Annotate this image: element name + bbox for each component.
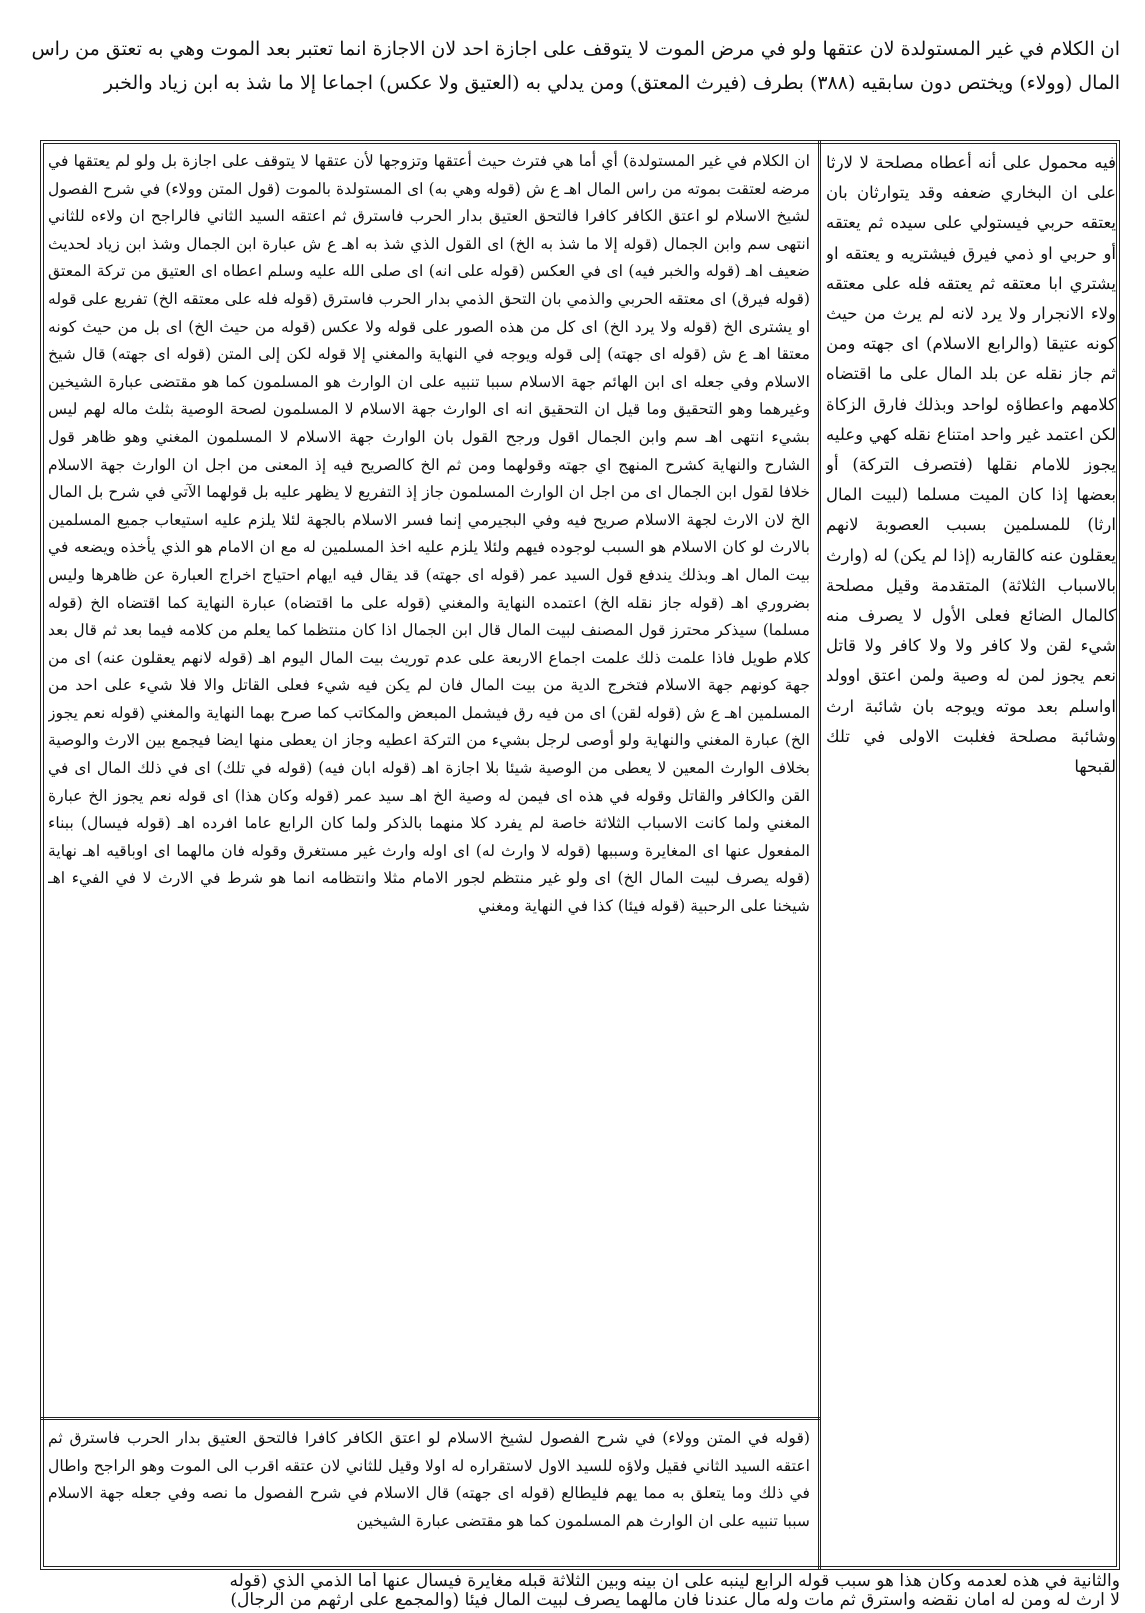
main-commentary-column [48, 148, 810, 1412]
side-matn-text: فيه محمول على أنه أعطاه مصلحة لا لارثا على ان البخاري ضعفه وقد يتوارثان بان يعتقه حربي فيستولي على سيده ثم يعتقه أو حربي او ذمي فيرق فيشتريه و يعتقه او يشتري ابا معتقه ثم يعتقه فله على معتقه ولاء الانجرار ولا يرد لانه لم يرث من حيث كونه عتيقا (والرابع الاسلام) اى جهته ومن ثم جاز نقله عن بلد المال على ما اقتضاه كلامهم واعطاؤه لواحد وبذلك فارق الزكاة لكن اعتمد غير واحد امتناع نقله كهي وعليه يجوز للامام نقلها (فتصرف التركة) أو بعضها إذا كان الميت مسلما (لبيت المال ارثا) للمسلمين بسبب العصوبة لانهم يعقلون عنه كالقاربه (إذا لم يكن) له (وارث بالاسباب الثلاثة) المتقدمة وقيل مصلحة كالمال الضائع فعلى الأول لا يصرف منه شيء لقن ولا كافر ولا ولا كافر ولا قاتل نعم يجوز لمن له وصية ولمن اعتق اوولد اواسلم بعد موته ويوجه بان شائبة ارث وشائبة مصلحة فغلبت الاولى في تلك لقبحها [826, 153, 1116, 777]
footnote-block [48, 1425, 810, 1565]
bottom-line-1: والثانية في هذه لعدمه وكان هذا هو سبب قوله الرابع لينبه على ان بينه وبين الثلاثة قبله مغايرة فيسأل عنها أما الذمي الذي (قوله [229, 1572, 1120, 1591]
main-commentary-text: ان الكلام في غير المستولدة) أي أما هي فترث حيث أعتقها وتزوجها لأن عتقها لا يتوقف على اجازة بل ولو لم يعتقها في مرضه لعتقت بموته من راس المال اهـ ع ش (قوله وهي به) اى المستولدة بالموت (قول المتن وولاء) في شرح الفصول لشيخ الاسلام لو اعتق الكافر كافرا فالتحق العتيق بدار الحرب فاسترق ثم اعتقه السيد الثاني فالراجح ان ولاءه للثاني انتهى سم وابن الجمال (قوله إلا ما شذ به الخ) اى القول الذي شذ به اهـ ع ش عبارة ابن الجمال وشذ ابن زياد لحديث ضعيف اهـ (قوله والخبر فيه) اى في العكس (قوله على انه) اى صلى الله عليه وسلم اعطاه اى العتيق من تركة المعتق (قوله فيرق) اى معتقه الحربي والذمي بان التحق الذمي بدار الحرب فاسترق (قوله فله على معتقه الخ) تفريع على قوله او يشترى الخ (قوله ولا يرد الخ) اى كل من هذه الصور على قوله ولا عكس (قوله من حيث الخ) اى بل من حيث كونه معتقا اهـ ع ش (قوله اى جهته) إلى قوله ويوجه في النهاية والمغني إلا قوله لكن إلى المتن (قوله اى جهته) قال شيخ الاسلام وفي جعله اى ابن الهائم جهة الاسلام سببا تنبيه على ان الوارث هو المسلمون كما هو مقتضى عبارة الشيخين وغيرهما وهو التحقيق وما قيل ان التحقيق انه اى الوارث جهة الاسلام لا المسلمون لصحة الوصية بثلث ماله لهم ليس بشيء انتهى اهـ سم وابن الجمال اقول ورجح القول بان الوارث جهة الاسلام لا المسلمون المغني وهو ظاهر قول الشارح والنهاية كشرح المنهج اي جهته وقولهما ومن ثم الخ كالصريح فيه إذ المعنى من اجل ان الوارث جهة الاسلام خلافا لقول ابن الجمال اى من اجل ان الوارث المسلمون جاز إذ التفريع لا يظهر عليه بل قولهما الآتي في شرح بل المال الخ لان الارث لجهة الاسلام صريح فيه وفي البجيرمي إنما فسر الاسلام بالجهة لئلا يلزم عليه استيعاب جميع المسلمين بالارث لو كان الاسلام هو السبب لوجوده فيهم ولئلا يلزم عليه اخذ المسلمين له مع ان الامام هو الذي يأخذه ويضعه في بيت المال اهـ وبذلك يندفع قول السيد عمر (قوله اى جهته) قد يقال فيه ايهام احتياج اخراج العبارة عن ظاهرها وليس بضروري اهـ (قوله جاز نقله الخ) اعتمده النهاية والمغني (قوله على ما اقتضاه) عبارة النهاية كما اقتضاه الخ (قوله مسلما) سيذكر محترز قول المصنف لبيت المال قال ابن الجمال اذا كان منتظما كما يعلم من كلامه فيما بعد ثم قال بعد كلام طويل فاذا علمت ذلك علمت اجماع الاربعة على عدم توريث بيت المال اليوم اهـ (قوله لانهم يعقلون عنه) اى من جهة كونهم جهة الاسلام فتخرج الدية من بيت المال فان لم يكن فيه شيء فعلى القاتل والا فلا شيء على احد من المسلمين اهـ ع ش (قوله لقن) اى من فيه رق فيشمل المبعض والمكاتب كما صرح بهما النهاية والمغني (قوله نعم يجوز الخ) عبارة المغني والنهاية ولو أوصى لرجل بشيء من التركة اعطيه وجاز ان يعطى منها ايضا فيجمع بين الارث والوصية بخلاف الوارث المعين لا يعطى من الوصية شيئا بلا اجازة اهـ (قوله ابان فيه) (قوله في تلك) اى في ذلك المال اى في القن والكافر والقاتل وقوله في هذه اى فيمن له وصية الخ اهـ سيد عمر (قوله وكان هذا) اى قوله نعم يجوز الخ عبارة المغني ولما كانت الاسباب الثلاثة خاصة لم يفرد كلا منهما بالذكر ولما كان الرابع عاما افرده اهـ (قوله فيسال) ببناء المفعول عنها اى المغايرة وسببها (قوله لا وارث له) اى اوله وارث غير مستغرق وقوله فان مالهما اى اوباقيه اهـ نهاية (قوله يصرف لبيت المال الخ) اى ولو غير منتظم لجور الامام مثلا وانتظامه انما هو شرط في الارث لا في الفيء اهـ شيخنا على الرحبية (قوله فيئا) كذا في النهاية ومغني [48, 152, 810, 916]
bottom-line-2: لا ارث له ومن له امان نقضه واسترق ثم مات وله مال عندنا فان مالهما يصرف لبيت المال فيئا (والمجمع على ارثهم من الرجال) [230, 1591, 1120, 1610]
header-line-2 [30, 72, 1120, 94]
header-line-2-text: المال (وولاء) ويختص دون سابقيه (٣٨٨) بطرف (فيرث المعتق) ومن يدلي به (العتيق ولا عكس) اجماعا إلا ما شذ به ابن زياد والخبر [103, 72, 1120, 94]
footnote-divider [40, 1417, 821, 1420]
footnote-text: (قوله في المتن وولاء) في شرح الفصول لشيخ الاسلام لو اعتق الكافر كافرا فالتحق العتيق بدار الحرب فاسترق ثم اعتقه السيد الثاني فقيل ولاؤه للسيد الاول لاستقراره له اولا وقيل للثاني لان عتقه اقرب الى الموت وهو الراجح واطال في ذلك وما يتعلق به مما يهم فليطالع (قوله اى جهته) قال الاسلام في شرح الفصول ما نصه وفي جعله جهة الاسلام سببا تنبيه على ان الوارث هم المسلمون كما هو مقتضى عبارة الشيخين [48, 1429, 810, 1530]
header-line-1: ان الكلام في غير المستولدة لان عتقها ولو في مرض الموت لا يتوقف على اجازة احد لان الاجازة انما تعتبر بعد الموت وهي به تعتق من راس [31, 38, 1120, 60]
bottom-text [30, 1572, 1120, 1612]
column-divider [818, 140, 821, 1570]
side-matn-column [826, 148, 1116, 1562]
